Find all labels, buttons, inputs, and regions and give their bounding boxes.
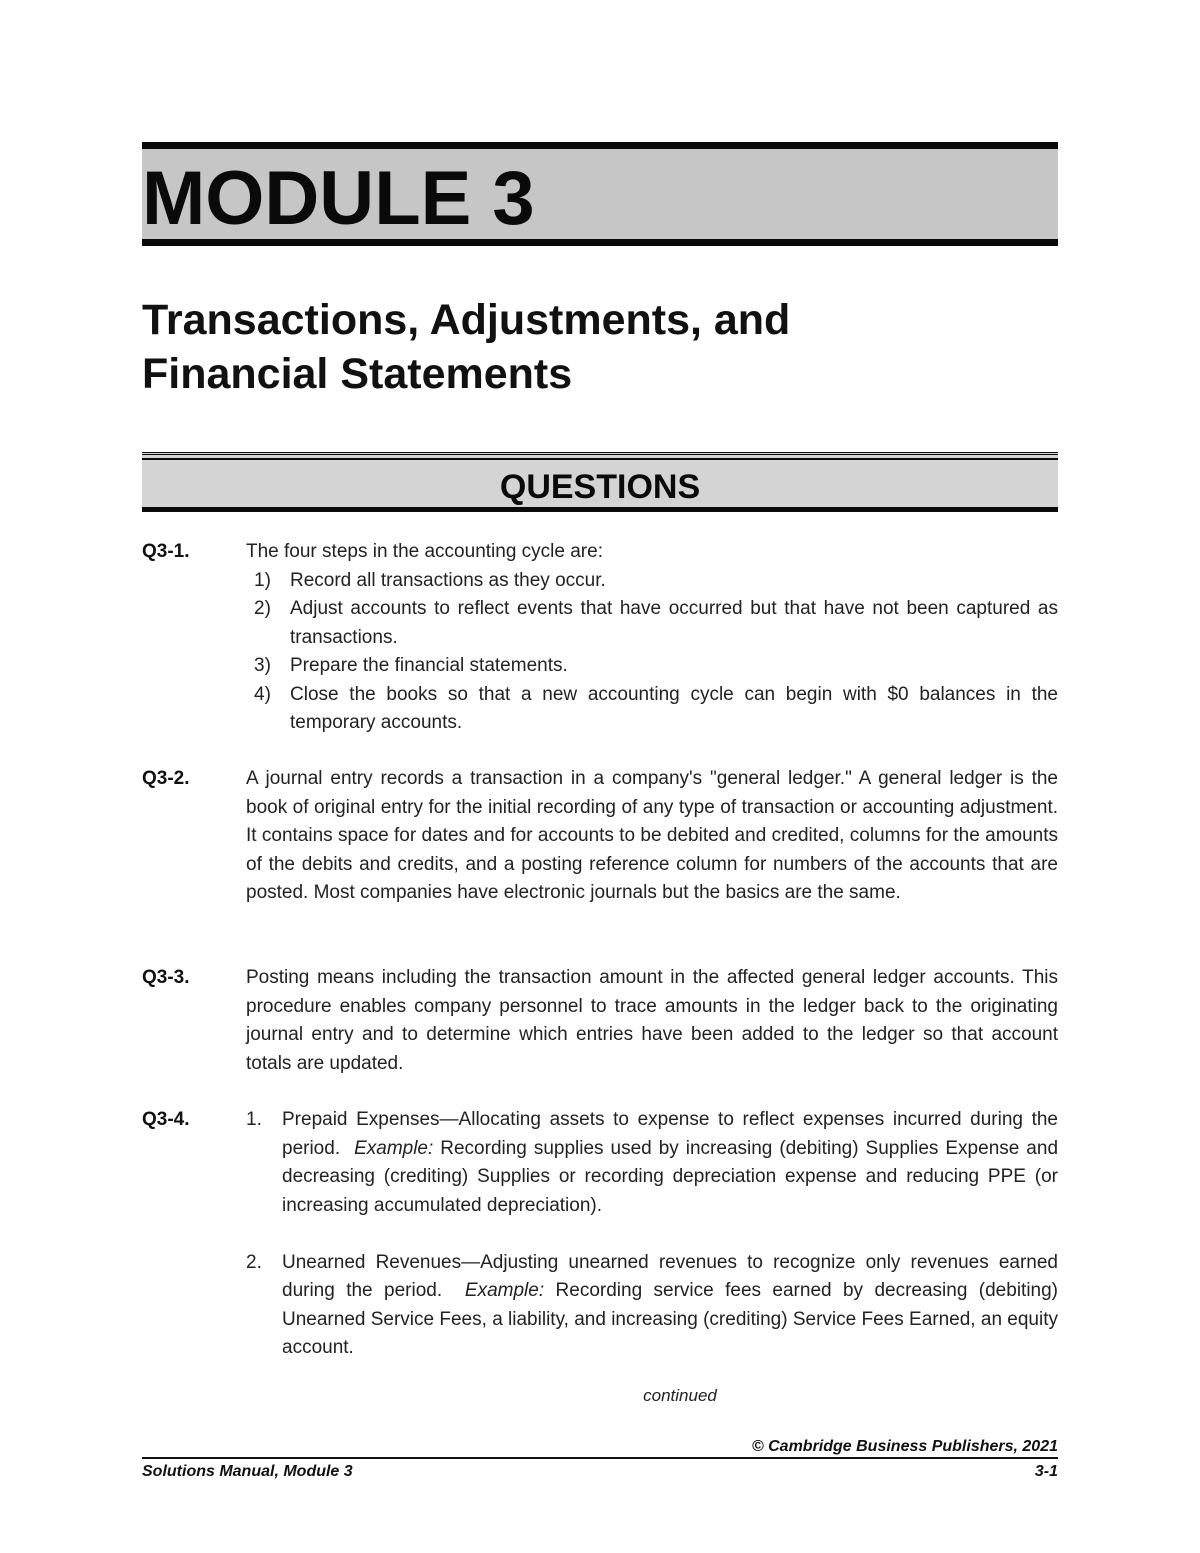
example-label: Example: — [464, 1280, 545, 1301]
item-number: 2. — [246, 1251, 262, 1273]
list-item — [246, 595, 1058, 652]
question-label: Q3-4. — [142, 1109, 190, 1130]
question-body — [246, 964, 1058, 1078]
list-item — [246, 1249, 1058, 1363]
list-item — [246, 652, 1058, 681]
step-text: Prepare the financial statements. — [290, 655, 568, 676]
cycle-steps-list — [246, 567, 1058, 738]
item-number: 1. — [246, 1109, 262, 1130]
step-text: Adjust accounts to reflect events that have occurred but that have not been captured as transactions. — [290, 598, 1058, 648]
step-text: Close the books so that a new accounting cycle can begin with $0 balances in the temporary accounts. — [290, 683, 1058, 733]
question-body — [246, 765, 1058, 908]
item-lead: Unearned Revenues—Adjusting unearned revenues to recognize only revenues earned during the period. — [282, 1251, 1058, 1301]
step-number: 1) — [254, 569, 271, 591]
subtitle-line-1: Transactions, Adjustments, and — [142, 296, 791, 344]
question-label: Q3-2. — [142, 768, 190, 789]
footer-divider — [142, 1457, 1058, 1459]
questions-banner — [142, 452, 1058, 512]
item-example: Recording service fees earned by decreasing (debiting) Unearned Service Fees, a liability, and increasing (crediting) Service Fees Earned, an equity account. — [282, 1280, 1058, 1358]
example-label: Example: — [354, 1137, 434, 1159]
page — [142, 0, 1058, 1553]
question-body — [246, 538, 1058, 738]
item-example: Recording supplies used by increasing (debiting) Supplies Expense and decreasing (crediting) Supplies or recording depreciation expense and reducing PPE (or increasing accumulated depreciation). — [282, 1137, 1059, 1216]
question-text: Posting means including the transaction amount in the affected general ledger accounts. This procedure enables company personnel to trace amounts in the ledger back to the originating journal entry and to determine which entries have been added to the ledger so that account totals are updated. — [246, 967, 1058, 1074]
item-lead: Prepaid Expenses—Allocating assets to expense to reflect expenses incurred during the period. — [282, 1109, 1058, 1159]
continued-note: continued — [643, 1386, 717, 1405]
copyright-notice: © Cambridge Business Publishers, 2021 — [751, 1438, 1058, 1455]
step-text: Record all transactions as they occur. — [290, 569, 606, 591]
step-number: 3) — [254, 655, 271, 676]
question-text: A journal entry records a transaction in a company's "general ledger." A general ledger is the book of original entry for the initial recording of any type of transaction or accounting adjustment. It contains space for dates and for accounts to be debited and credited, columns for the amounts of the debits and credits, and a posting reference column for numbers of the accounts that are posted. Most companies have electronic journals but the basics are the same. — [246, 768, 1058, 903]
module-title: MODULE 3 — [142, 156, 535, 241]
adjustments-list — [246, 1106, 1058, 1363]
chapter-subtitle — [142, 293, 1058, 401]
questions-heading: QUESTIONS — [499, 468, 701, 506]
list-item — [246, 567, 1058, 596]
step-number: 4) — [254, 683, 271, 705]
list-item — [246, 1106, 1058, 1220]
subtitle-line-2: Financial Statements — [142, 350, 573, 398]
list-item — [246, 681, 1058, 738]
question-intro: The four steps in the accounting cycle are: — [246, 541, 603, 562]
question-body — [246, 1106, 1058, 1363]
question-label: Q3-3. — [142, 967, 190, 988]
page-number: 3-1 — [1034, 1463, 1058, 1480]
question-label: Q3-1. — [142, 541, 190, 562]
module-banner — [142, 142, 1058, 246]
footer-source: Solutions Manual, Module 3 — [142, 1463, 353, 1480]
step-number: 2) — [254, 598, 271, 619]
